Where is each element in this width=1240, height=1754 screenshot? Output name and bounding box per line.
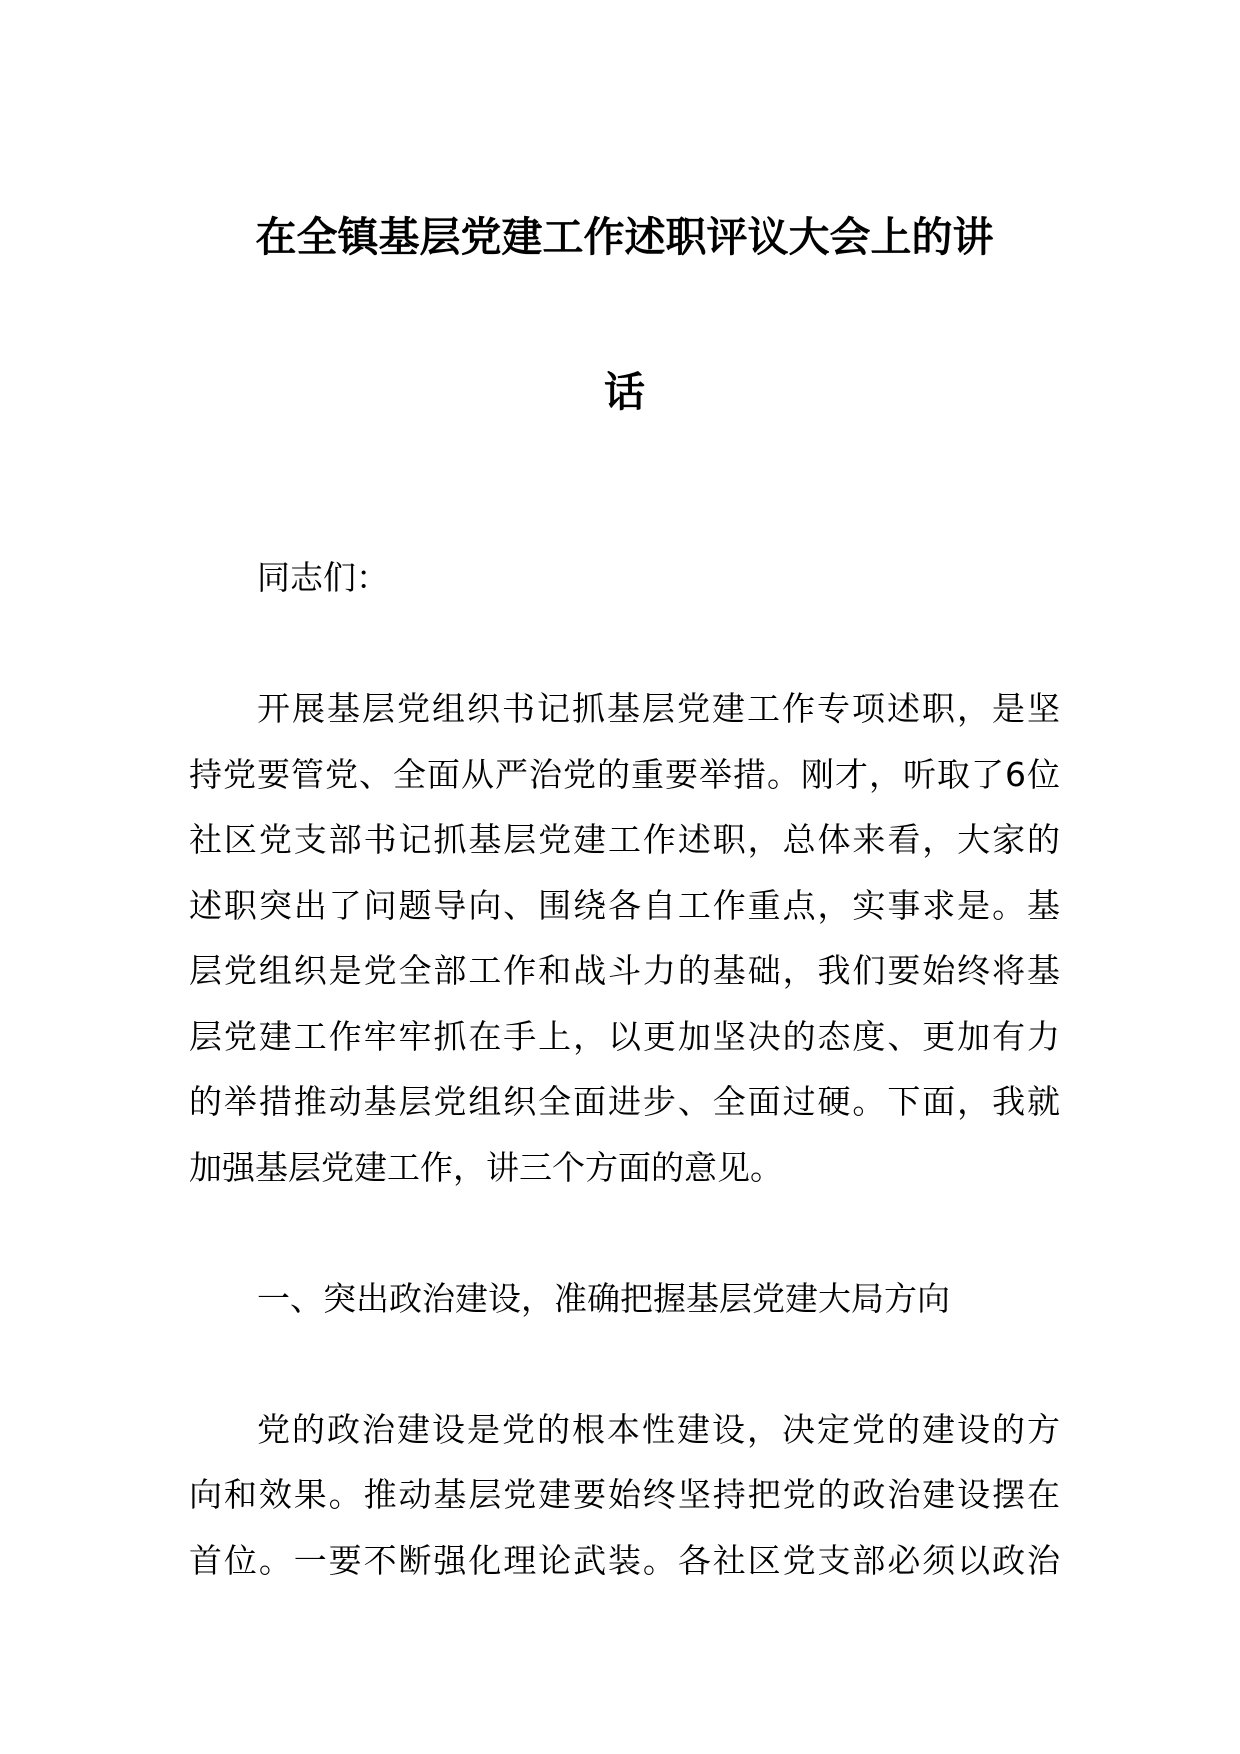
paragraph-line: 向和效果。推动基层党建要始终坚持把党的政治建设摆在 — [189, 1475, 1060, 1514]
document-title-line-2: 话 — [604, 368, 645, 416]
paragraph-line: 层党组织是党全部工作和战斗力的基础，我们要始终将基 — [189, 951, 1060, 990]
paragraph-line: 层党建工作牢牢抓在手上，以更加坚决的态度、更加有力 — [189, 1016, 1060, 1056]
paragraph-line: 加强基层党建工作，讲三个方面的意见。 — [189, 1147, 783, 1187]
document-body — [189, 545, 1060, 1593]
paragraph-line: 首位。一要不断强化理论武装。各社区党支部必须以政治 — [189, 1540, 1060, 1580]
paragraph-1 — [189, 676, 1060, 1200]
paragraph-line: 的举措推动基层党组织全面进步、全面过硬。下面，我就 — [189, 1082, 1060, 1121]
document-title-line-1: 在全镇基层党建工作述职评议大会上的讲 — [255, 213, 994, 261]
paragraph-line: 述职突出了问题导向、围绕各自工作重点，实事求是。基 — [189, 885, 1060, 925]
paragraph-line: 开展基层党组织书记抓基层党建工作专项述职，是坚 — [257, 689, 1060, 728]
paragraph-line: 持党要管党、全面从严治党的重要举措。刚才，听取了6位 — [189, 754, 1060, 794]
paragraph-2 — [189, 1397, 1060, 1594]
paragraph-line: 党的政治建设是党的根本性建设，决定党的建设的方 — [257, 1409, 1060, 1449]
salutation: 同志们： — [257, 558, 389, 597]
section-heading-1: 一、突出政治建设，准确把握基层党建大局方向 — [257, 1278, 950, 1318]
paragraph-line: 社区党支部书记抓基层党建工作述职，总体来看，大家的 — [189, 820, 1060, 859]
